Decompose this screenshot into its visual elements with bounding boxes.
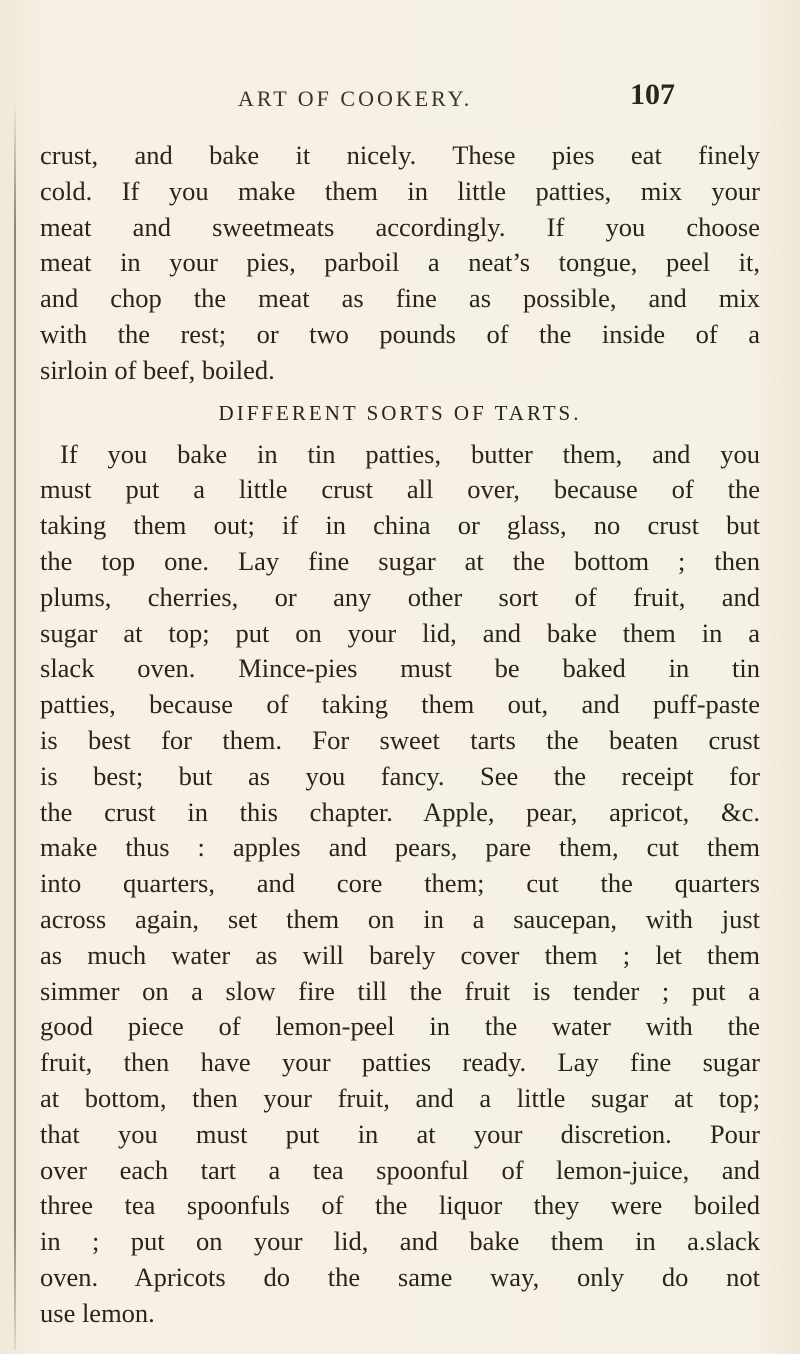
text-line: is best; but as you fancy. See the receipt for [40,760,760,791]
text-line: simmer on a slow fire till the fruit is tender ; put a [40,975,760,1006]
text-line: sirloin of beef, boiled. [40,354,275,385]
text-line: oven. Apricots do the same way, only do not [40,1261,760,1292]
text-line: crust, and bake it nicely. These pies eat finely [40,140,760,170]
text-line: plums, cherries, or any other sort of fruit, and [40,581,760,612]
text-line: that you must put in at your discretion. Pour [40,1118,760,1149]
text-line: make thus : apples and pears, pare them, cut them [40,832,760,863]
text-line: and chop the meat as fine as possible, and mix [40,283,760,314]
text-line: use lemon. [40,1297,155,1328]
text-line: slack oven. Mince-pies must be baked in tin [40,653,760,684]
text-line: at bottom, then your fruit, and a little sugar at top; [40,1082,760,1113]
text-line: with the rest; or two pounds of the inside of a [40,318,760,349]
text-line: as much water as will barely cover them ; let them [40,939,760,970]
text-line: patties, because of taking them out, and puff-paste [40,689,760,720]
body-text [40,138,760,1332]
paragraph-2 [40,437,760,1332]
text-line: taking them out; if in china or glass, no crust but [40,510,760,541]
text-line: across again, set them on in a saucepan, with just [40,903,760,934]
text-line: good piece of lemon-peel in the water with the [40,1011,760,1042]
binding-edge [14,100,16,1350]
text-line: over each tart a tea spoonful of lemon-juice, and [40,1154,760,1185]
text-line: If you bake in tin patties, butter them, and you [60,438,760,469]
text-line: is best for them. For sweet tarts the beaten crust [40,724,760,755]
text-line: the top one. Lay fine sugar at the bottom ; then [40,545,760,576]
text-line: fruit, then have your patties ready. Lay fine sugar [40,1047,760,1078]
page-number: 107 [630,78,675,111]
text-line: in ; put on your lid, and bake them in a.slack [40,1226,760,1257]
text-line: the crust in this chapter. Apple, pear, apricot, &c. [40,796,760,827]
section-heading: DIFFERENT SORTS OF TARTS. [218,400,582,425]
text-line: meat in your pies, parboil a neat’s tongue, peel it, [40,247,760,278]
text-line: cold. If you make them in little patties, mix your [40,175,760,206]
paragraph-1 [40,138,760,389]
text-line: must put a little crust all over, because of the [40,474,760,505]
text-line: sugar at top; put on your lid, and bake them in a [40,617,760,648]
running-head: ART OF COOKERY. [238,86,473,111]
text-line: into quarters, and core them; cut the quarters [40,868,760,899]
text-line: three tea spoonfuls of the liquor they were boiled [40,1190,760,1221]
text-line: meat and sweetmeats accordingly. If you choose [40,211,760,242]
